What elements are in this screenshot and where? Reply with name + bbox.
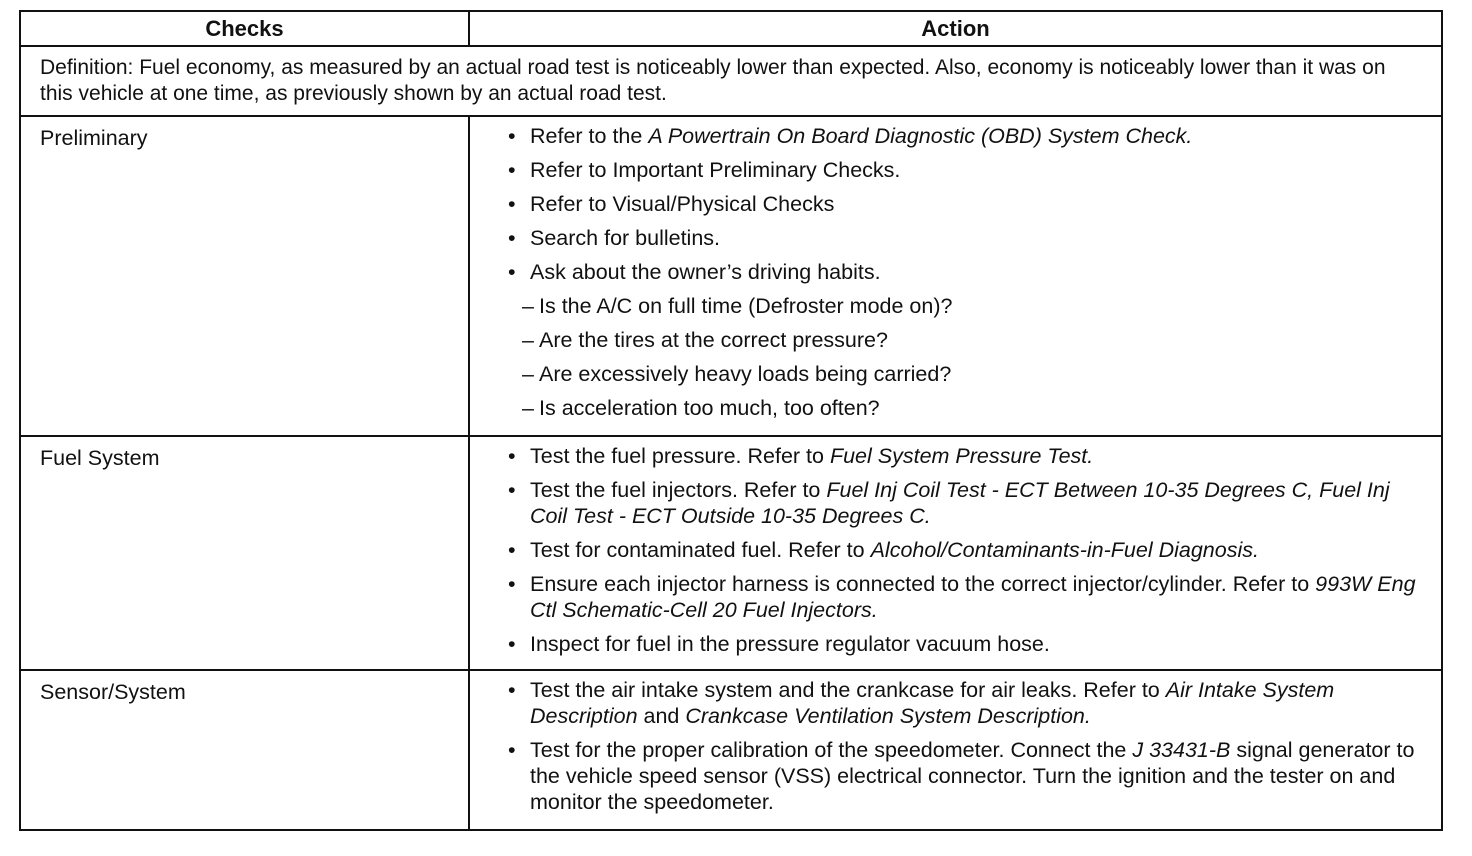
table-row [20, 116, 1442, 436]
item-reference: Air Intake System Description [530, 678, 1335, 728]
list-item [508, 571, 1427, 623]
sub-item: – Is acceleration too much, too often? [508, 395, 1427, 421]
item-reference: A Powertrain On Board Diagnostic (OBD) System Check. [648, 124, 1193, 148]
list-item [508, 737, 1427, 815]
item-text: Refer to Visual/Physical Checks [530, 192, 835, 216]
action-cell [469, 436, 1442, 670]
item-text: and [637, 704, 686, 728]
item-text: Search for bulletins. [530, 226, 721, 250]
item-reference: J 33431-B [1132, 738, 1231, 762]
definition-text: Definition: Fuel economy, as measured by an actual road test is noticeably lower than expected. Also, economy is noticeably lower than it was on this vehicle at one time, as previously shown by an actual road test. [20, 46, 1442, 116]
list-item [508, 123, 1427, 149]
sub-item: – Are excessively heavy loads being carried? [508, 361, 1427, 387]
item-reference: Alcohol/Contaminants-in-Fuel Diagnosis. [870, 538, 1259, 562]
action-cell [469, 670, 1442, 830]
list-item [508, 259, 1427, 285]
sub-item: – Are the tires at the correct pressure? [508, 327, 1427, 353]
sub-item: – Is the A/C on full time (Defroster mode on)? [508, 293, 1427, 319]
list-item [508, 191, 1427, 217]
item-reference: Crankcase Ventilation System Description. [685, 704, 1091, 728]
list-item [508, 225, 1427, 251]
item-reference: Fuel Inj Coil Test - ECT Between 10-35 Degrees C, Fuel Inj Coil Test - ECT Outside 10-35 Degrees C. [530, 478, 1390, 528]
list-item [508, 537, 1427, 563]
definition-row [20, 46, 1442, 116]
list-item [508, 477, 1427, 529]
item-text: Ask about the owner’s driving habits. [530, 260, 881, 284]
check-label: Sensor/System [20, 670, 469, 830]
table-row [20, 436, 1442, 670]
item-text: Test for the proper calibration of the speedometer. Connect the [530, 738, 1133, 762]
action-header: Action [469, 11, 1442, 46]
item-reference: 993W Eng Ctl Schematic-Cell 20 Fuel Injectors. [530, 572, 1416, 622]
item-text: Test the fuel pressure. Refer to [530, 444, 830, 468]
diagnostic-table [19, 10, 1443, 831]
item-text: Refer to Important Preliminary Checks. [530, 158, 901, 182]
item-text: Test for contaminated fuel. Refer to [530, 538, 871, 562]
item-text: Ensure each injector harness is connected to the correct injector/cylinder. Refer to [530, 572, 1316, 596]
item-text: Test the air intake system and the crankcase for air leaks. Refer to [530, 678, 1166, 702]
list-item [508, 157, 1427, 183]
list-item [508, 631, 1427, 657]
list-item [508, 677, 1427, 729]
item-text: Test the fuel injectors. Refer to [530, 478, 827, 502]
check-label: Fuel System [20, 436, 469, 670]
checks-header: Checks [20, 11, 469, 46]
header-row [20, 11, 1442, 46]
item-reference: Fuel System Pressure Test. [829, 444, 1094, 468]
action-cell [469, 116, 1442, 436]
item-text: Inspect for fuel in the pressure regulator vacuum hose. [530, 632, 1050, 656]
list-item [508, 443, 1427, 469]
item-text: signal generator to the vehicle speed sensor (VSS) electrical connector. Turn the ignition and the tester on and monitor the speedometer. [530, 738, 1415, 814]
check-label: Preliminary [20, 116, 469, 436]
table-row [20, 670, 1442, 830]
item-text: Refer to the [530, 124, 649, 148]
